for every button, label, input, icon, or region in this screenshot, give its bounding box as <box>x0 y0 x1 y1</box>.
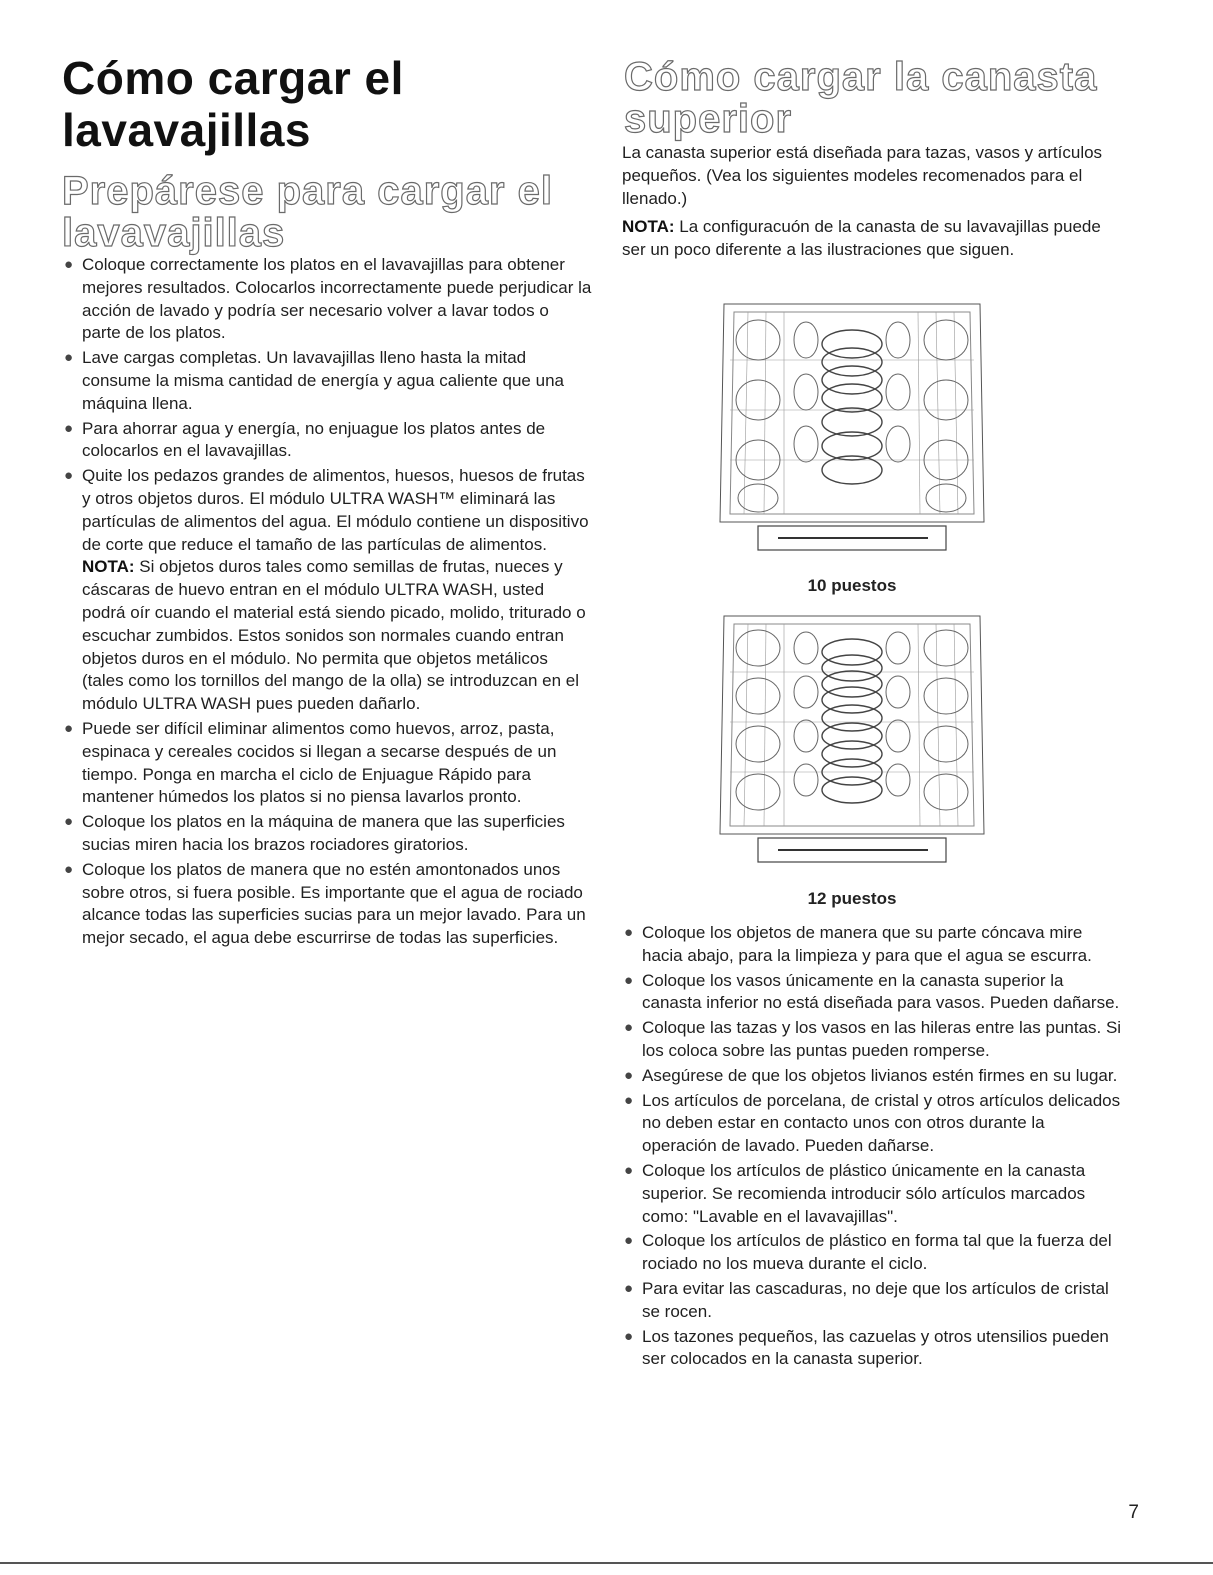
bullet-icon: ● <box>624 924 634 941</box>
bullet-icon: ● <box>624 1279 634 1297</box>
bullet-icon: ● <box>64 256 74 273</box>
page-title: Cómo cargar el lavavajillas <box>62 52 404 156</box>
list-item: ● Los artículos de porcelana, de cristal y otros artículos delicados no deben estar en contacto unos con otros durante la operación de lavado. Pueden dañarse. <box>624 1090 1121 1156</box>
list-item: ● Coloque los vasos únicamente en la canasta superior la canasta inferior no está diseñada para vasos. Pueden dañarse. <box>624 970 1120 1013</box>
upper-rack-bullet-list <box>622 922 1122 1373</box>
list-item: ● Coloque los artículos de plástico únicamente en la canasta superior. Se recomienda introducir sólo artículos marcados como: "Lavable en el lavavajillas". <box>624 1160 1086 1226</box>
note-ultra-wash: NOTA: Si objetos duros tales como semillas de frutas, nueces y cáscaras de huevo entran en el módulo ULTRA WASH, usted podrá oír cuando el material está siendo picado, molido, triturado o escuchar zumbidos. Estos sonidos son normales cuando entran objetos duros en el módulo. No permita que objetos metálicos (tales como los tornillos del mango de la olla) se introduzcan en el módulo ULTRA WASH pues pueden dañarlo. <box>82 557 586 714</box>
bullet-icon: ● <box>64 860 74 878</box>
upper-rack-intro: La canasta superior está diseñada para tazas, vasos y artículos pequeños. (Vea los siguientes modeles recomenados para el llenado.) <box>622 143 1103 208</box>
bullet-icon: ● <box>64 719 74 737</box>
upper-rack-10-place-illustration <box>718 300 986 568</box>
bullet-icon: ● <box>624 1091 634 1109</box>
figure1-caption: 10 puestos <box>807 576 897 595</box>
list-item: ● Asegúrese de que los objetos livianos estén firmes en su lugar. <box>622 1065 1122 1088</box>
bullet-icon: ● <box>624 1232 634 1250</box>
bullet-icon: ● <box>64 349 74 367</box>
upper-rack-note: NOTA: La configuracuón de la canasta de su lavavajillas puede ser un poco diferente a las ilustraciones que siguen. <box>622 217 1101 259</box>
list-item: ● Quite los pedazos grandes de alimentos, huesos, huesos de frutas y otros objetos duros. El módulo ULTRA WASH™ eliminará las partículas de alimentos del agua. El módulo contiene un dispositivo de corte que reduce el tamaño de las partículas de alimentos. NOTA: Si objetos duros tales como semillas de frutas, nueces y cáscaras de huevo entran en el módulo ULTRA WASH, usted podrá oír cuando el material está siendo picado, molido, triturado o escuchar zumbidos. Estos sonidos son normales cuando entran objetos duros en el módulo. No permita que objetos metálicos (tales como los tornillos del mango de la olla) se introduzcan en el módulo ULTRA WASH pues pueden dañarlo. <box>62 465 592 716</box>
upper-rack-12-place-illustration <box>718 612 986 880</box>
list-item: ● Coloque las tazas y los vasos en las hileras entre las puntas. Si los coloca sobre las puntas pueden romperse. <box>624 1018 1122 1060</box>
list-item: ● Los tazones pequeños, las cazuelas y otros utensilios pueden ser colocados en la canasta superior. <box>624 1326 1109 1369</box>
bullet-icon: ● <box>624 1019 634 1037</box>
list-item: ● Coloque correctamente los platos en el lavavajillas para obtener mejores resultados. Colocarlos incorrectamente puede perjudicar la acción de lavado y podría ser necesario volver a lavar todos o parte de los platos. <box>64 255 592 343</box>
list-item: ● Para evitar las cascaduras, no deje que los artículos de cristal se rocen. <box>624 1278 1109 1321</box>
bullet-icon: ● <box>624 1066 634 1084</box>
bullet-icon: ● <box>624 1161 634 1179</box>
bullet-icon: ● <box>624 1327 634 1345</box>
section-heading-upper-rack: Cómo cargar la canasta superior <box>624 55 1098 141</box>
bullet-icon: ● <box>64 419 74 437</box>
bottom-divider <box>0 1562 1213 1564</box>
prepare-bullet-list <box>62 254 592 952</box>
figure2-caption: 12 puestos <box>807 889 897 908</box>
list-item: ● Coloque los platos en la máquina de manera que las superficies sucias miren hacia los brazos rociadores giratorios. <box>64 812 565 854</box>
bullet-icon: ● <box>64 813 74 831</box>
bullet-icon: ● <box>64 467 74 485</box>
list-item: ● Puede ser difícil eliminar alimentos como huevos, arroz, pasta, espinaca y cereales cocidos si llegan a secarse después de un tiempo. Ponga en marcha el ciclo de Enjuague Rápido para mantener húmedos los platos si no piensa lavarlos pronto. <box>64 718 557 807</box>
list-item: ● Coloque los platos de manera que no estén amontonados unos sobre otros, si fuera posible. Es importante que el agua de rociado alcance todas las superficies sucias para un mejor lavado. Para un mejor secado, el agua debe escurrirse de todas las superficies. <box>64 859 586 948</box>
list-item: ● Coloque los artículos de plástico en forma tal que la fuerza del rociado no los mueva durante el ciclo. <box>624 1231 1112 1274</box>
section-heading-prepare: Prepárese para cargar el lavavajillas <box>62 169 553 255</box>
page-number: 7 <box>1128 1502 1139 1523</box>
bullet-icon: ● <box>624 971 634 989</box>
list-item: ● Para ahorrar agua y energía, no enjuague los platos antes de colocarlos en el lavavajillas. <box>64 418 546 461</box>
list-item: ● Lave cargas completas. Un lavavajillas lleno hasta la mitad consume la misma cantidad de energía y agua caliente que una máquina llena. <box>64 348 564 413</box>
list-item: ● Coloque los objetos de manera que su parte cóncava mire hacia abajo, para la limpieza y para que el agua se escurra. <box>624 923 1092 965</box>
